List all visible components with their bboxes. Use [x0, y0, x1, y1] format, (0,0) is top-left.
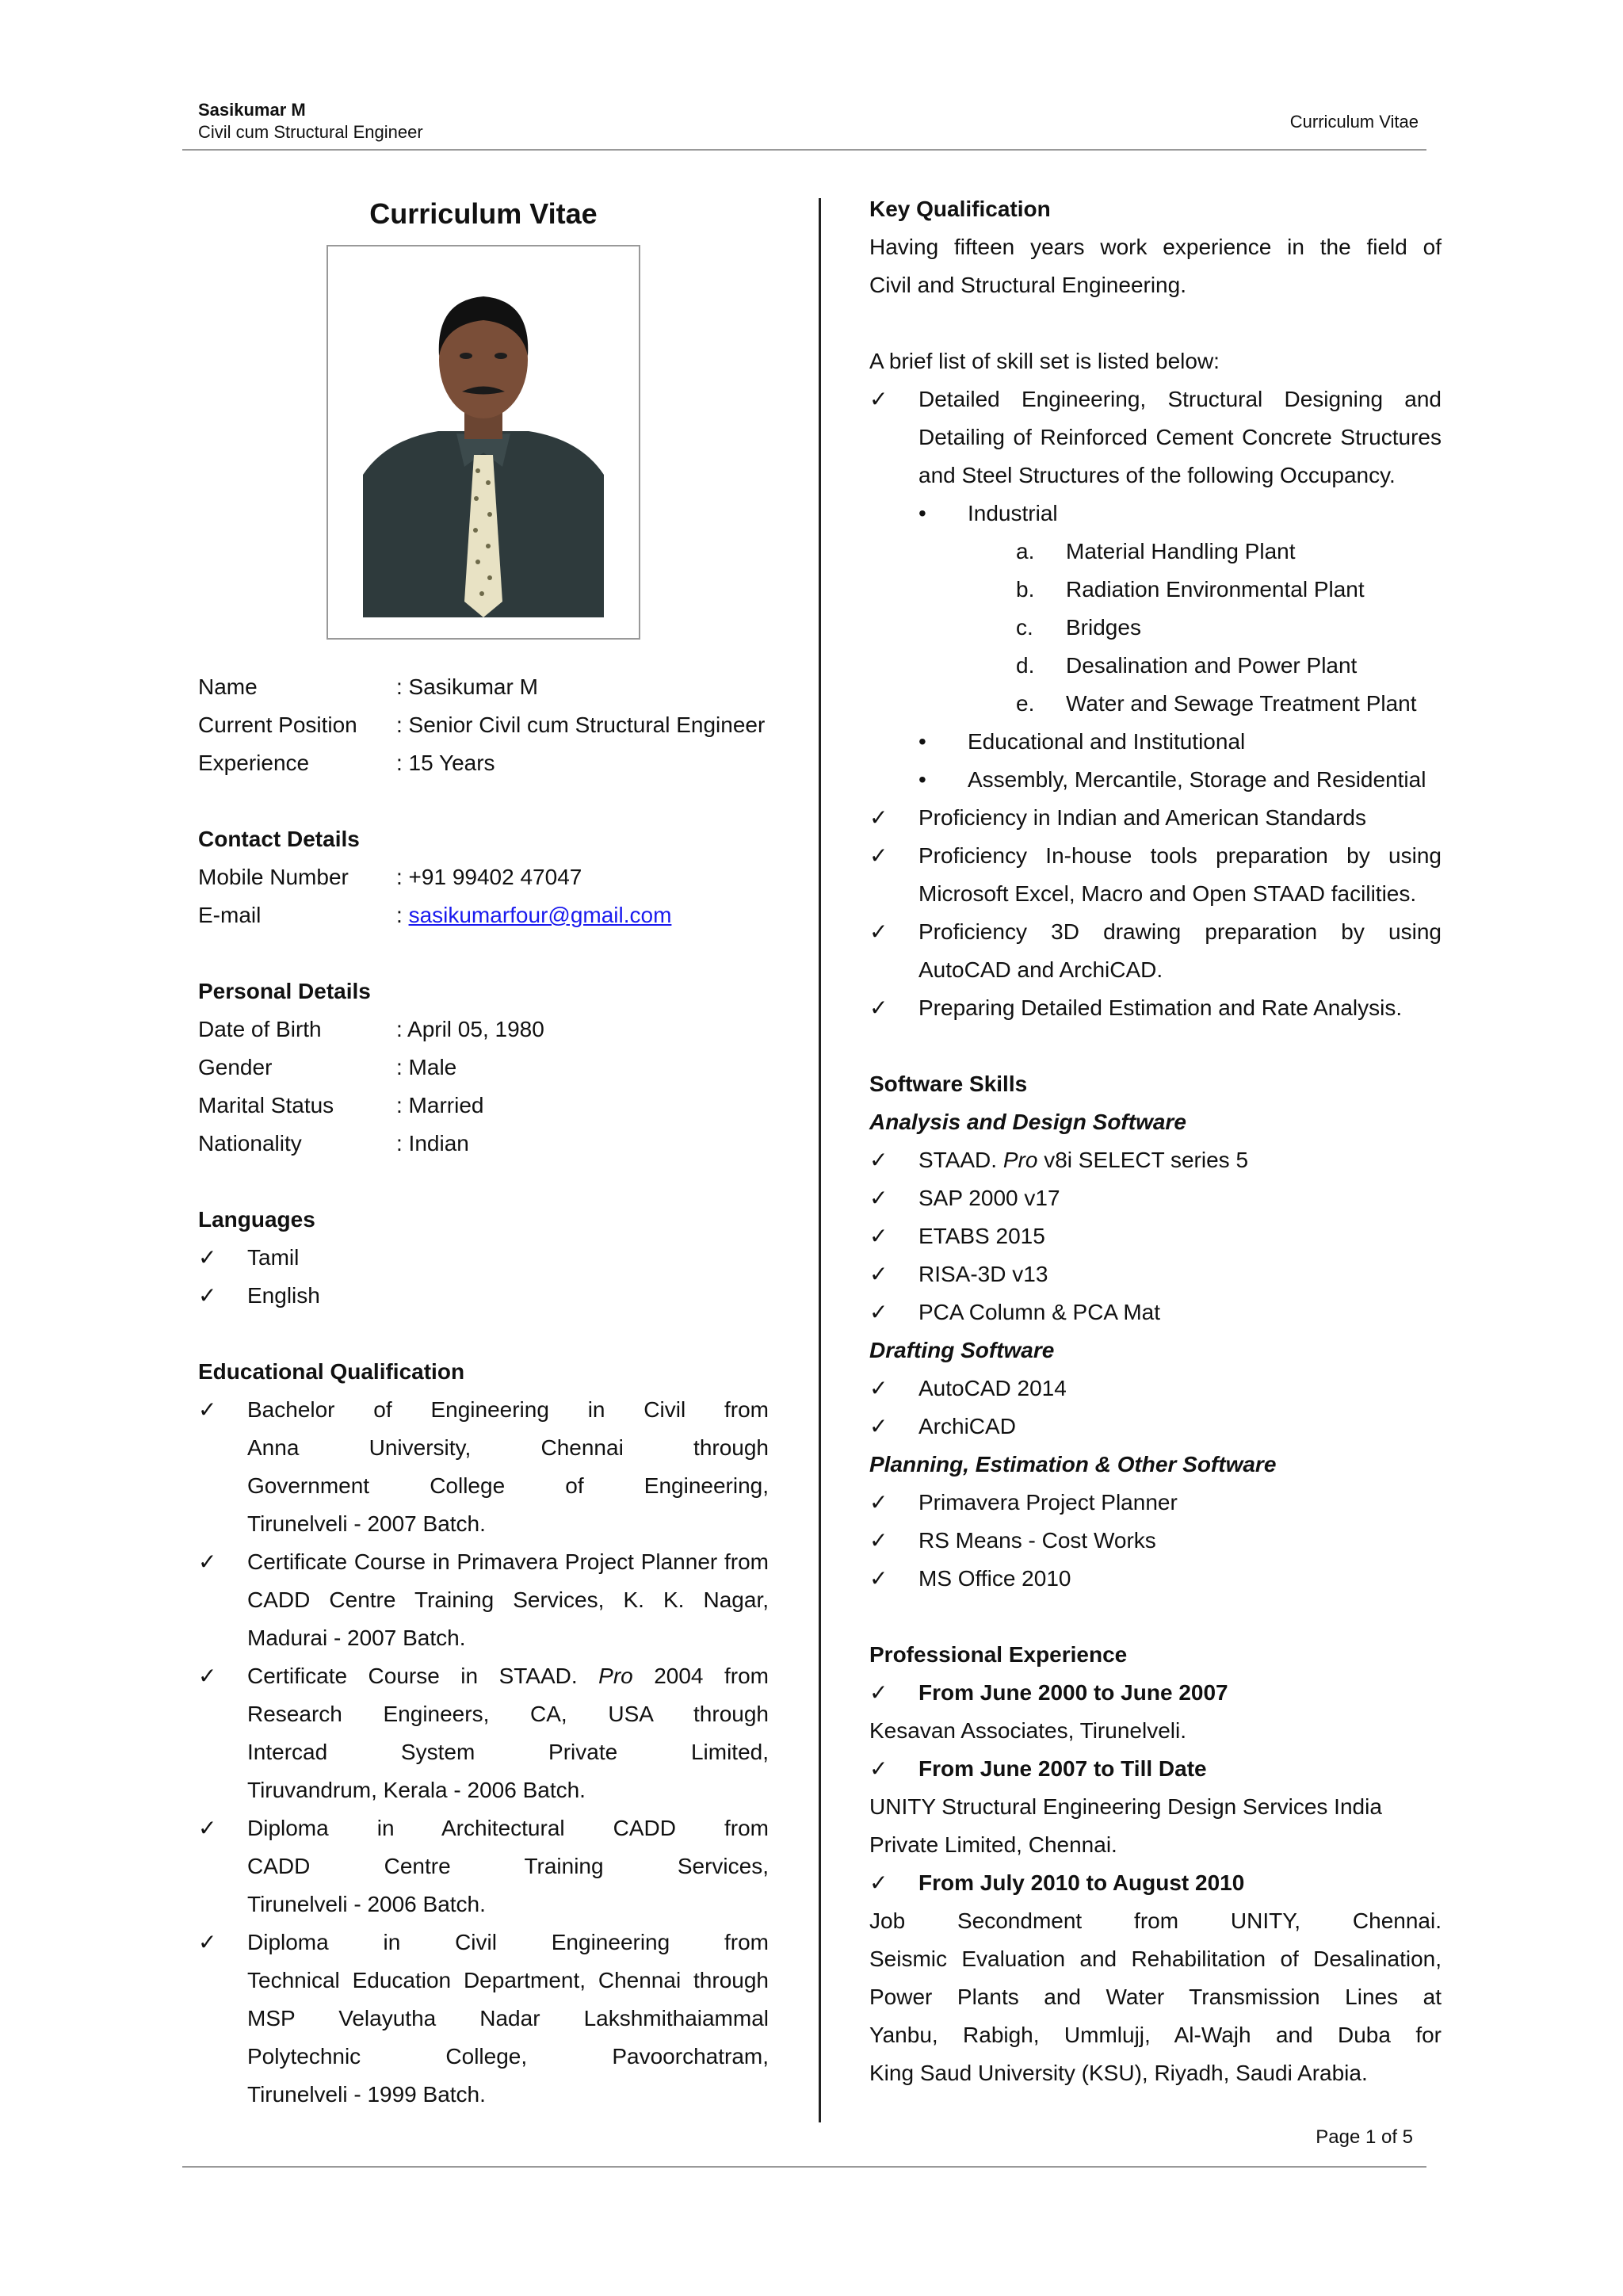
profile-row	[198, 706, 769, 744]
education-item: ✓ Diploma in Architectural CADD from CADD Centre Training Services, Tirunelveli - 2006 Batch.	[198, 1809, 769, 1924]
experience-org: UNITY Structural Engineering Design Services India	[869, 1794, 1382, 1819]
contact-row	[198, 896, 769, 934]
page-header	[198, 99, 1419, 143]
software-item: ✓ ETABS 2015	[869, 1217, 1442, 1255]
profile-row	[198, 744, 769, 782]
right-column	[869, 190, 1442, 2092]
education-item: ✓ Bachelor of Engineering in Civil from Anna University, Chennai through Government College of Engineering, Tirunelveli - 2007 Batch.	[198, 1391, 769, 1543]
industrial-subitem: d. Desalination and Power Plant	[1016, 653, 1358, 678]
personal-row	[198, 1125, 769, 1163]
profile-label: Name	[198, 674, 258, 699]
check-icon: ✓	[198, 1930, 217, 1954]
check-icon: ✓	[198, 1397, 217, 1422]
contact-row	[198, 858, 769, 896]
personal-label: Nationality	[198, 1131, 302, 1156]
occupancy-item: • Assembly, Mercantile, Storage and Residential	[869, 761, 1442, 799]
check-icon: ✓	[869, 1148, 888, 1172]
skill-item: ✓ Proficiency 3D drawing preparation by using AutoCAD and ArchiCAD.	[869, 913, 1442, 989]
check-icon: ✓	[869, 1376, 888, 1400]
industrial-subitem: a. Material Handling Plant	[1016, 539, 1296, 563]
experience-heading: Professional Experience	[869, 1642, 1128, 1667]
education-item: ✓ Certificate Course in STAAD. Pro 2004 from Research Engineers, CA, USA through Intercad System Private Limited, Tiruvandrum, Kerala - 2006 Batch.	[198, 1657, 769, 1809]
occupancy-item: • Educational and Institutional	[869, 723, 1442, 761]
check-icon: ✓	[869, 1528, 888, 1553]
check-icon: ✓	[198, 1283, 217, 1308]
contact-heading: Contact Details	[198, 827, 360, 851]
experience-desc: King Saud University (KSU), Riyadh, Saudi Arabia.	[869, 2061, 1368, 2085]
software-item: ✓ SAP 2000 v17	[869, 1179, 1442, 1217]
industrial-subitem: c. Bridges	[1016, 615, 1141, 640]
profile-photo-image	[363, 277, 604, 617]
check-icon: ✓	[869, 1262, 888, 1286]
personal-value: : Indian	[396, 1131, 469, 1156]
industrial-subitem: e. Water and Sewage Treatment Plant	[1016, 691, 1417, 716]
bullet-icon: •	[918, 501, 926, 525]
header-rule	[182, 149, 1426, 151]
header-doc-type: Curriculum Vitae	[1289, 112, 1419, 132]
personal-row	[198, 1049, 769, 1087]
analysis-heading: Analysis and Design Software	[869, 1110, 1186, 1134]
check-icon: ✓	[198, 1816, 217, 1840]
check-icon: ✓	[869, 1224, 888, 1248]
software-item: ✓ STAAD. Pro v8i SELECT series 5	[869, 1141, 1442, 1179]
experience-period: ✓ From July 2010 to August 2010	[869, 1864, 1442, 1902]
experience-desc: Power Plants and Water Transmission Lines at	[869, 1985, 1442, 2009]
key-qualification-heading: Key Qualification	[869, 197, 1051, 221]
check-icon: ✓	[198, 1664, 217, 1688]
personal-row	[198, 1087, 769, 1125]
profile-value: : 15 Years	[396, 751, 495, 775]
column-divider	[819, 198, 821, 2122]
personal-value: : April 05, 1980	[396, 1017, 544, 1041]
footer-rule	[182, 2166, 1426, 2168]
check-icon: ✓	[869, 1490, 888, 1515]
education-item: ✓ Certificate Course in Primavera Project Planner from CADD Centre Training Services, K. K. Nagar, Madurai - 2007 Batch.	[198, 1543, 769, 1657]
software-item: ✓ RISA-3D v13	[869, 1255, 1442, 1293]
email-link[interactable]: sasikumarfour@gmail.com	[408, 903, 672, 927]
profile-row	[198, 668, 769, 706]
profile-photo	[327, 245, 640, 640]
skill-item: ✓ Preparing Detailed Estimation and Rate Analysis.	[869, 989, 1442, 1027]
personal-label: Marital Status	[198, 1093, 334, 1117]
check-icon: ✓	[869, 1414, 888, 1438]
header-name: Sasikumar M	[198, 100, 306, 120]
check-icon: ✓	[869, 919, 888, 944]
check-icon: ✓	[869, 1566, 888, 1591]
skill-item: ✓ Proficiency In-house tools preparation by using Microsoft Excel, Macro and Open STAAD facilities.	[869, 837, 1442, 913]
language-item: ✓ Tamil	[198, 1239, 769, 1277]
check-icon: ✓	[198, 1245, 217, 1270]
software-heading: Software Skills	[869, 1072, 1028, 1096]
experience-period: ✓ From June 2007 to Till Date	[869, 1750, 1442, 1788]
software-item: ✓ Primavera Project Planner	[869, 1484, 1442, 1522]
check-icon: ✓	[869, 1756, 888, 1781]
profile-label: Current Position	[198, 712, 357, 737]
language-item: ✓ English	[198, 1277, 769, 1315]
experience-org: Private Limited, Chennai.	[869, 1832, 1117, 1857]
skill-item: ✓ Detailed Engineering, Structural Designing and Detailing of Reinforced Cement Concrete Structures and Steel Structures of the following Occupancy.	[869, 380, 1442, 495]
personal-row	[198, 1010, 769, 1049]
check-icon: ✓	[869, 805, 888, 830]
experience-org: Kesavan Associates, Tirunelveli.	[869, 1718, 1186, 1743]
languages-heading: Languages	[198, 1207, 315, 1232]
check-icon: ✓	[869, 1680, 888, 1705]
check-icon: ✓	[869, 1300, 888, 1324]
experience-period: ✓ From June 2000 to June 2007	[869, 1674, 1442, 1712]
software-item: ✓ MS Office 2010	[869, 1560, 1442, 1598]
experience-desc: Yanbu, Rabigh, Ummlujj, Al-Wajh and Duba for	[869, 2023, 1442, 2047]
skills-intro: A brief list of skill set is listed below:	[869, 349, 1220, 373]
mobile-number: : +91 99402 47047	[396, 865, 582, 889]
personal-label: Date of Birth	[198, 1017, 322, 1041]
profile-label: Experience	[198, 751, 310, 775]
contact-label: Mobile Number	[198, 865, 349, 889]
software-item: ✓ RS Means - Cost Works	[869, 1522, 1442, 1560]
key-qualification-text: Civil and Structural Engineering.	[869, 273, 1186, 297]
cv-title: Curriculum Vitae	[369, 197, 598, 230]
check-icon: ✓	[869, 387, 888, 411]
contact-label: E-mail	[198, 903, 262, 927]
left-column	[198, 194, 769, 2114]
drafting-heading: Drafting Software	[869, 1338, 1055, 1362]
personal-heading: Personal Details	[198, 979, 371, 1003]
check-icon: ✓	[869, 1870, 888, 1895]
profile-value: : Sasikumar M	[396, 674, 538, 699]
check-icon: ✓	[869, 843, 888, 868]
header-role: Civil cum Structural Engineer	[198, 122, 423, 142]
profile-value: : Senior Civil cum Structural Engineer	[396, 712, 766, 737]
check-icon: ✓	[869, 995, 888, 1020]
page-number: Page 1 of 5	[1316, 2126, 1413, 2148]
personal-value: : Married	[396, 1093, 484, 1117]
experience-desc: Seismic Evaluation and Rehabilitation of Desalination,	[869, 1946, 1442, 1971]
experience-desc: Job Secondment from UNITY, Chennai.	[869, 1908, 1442, 1933]
bullet-icon: •	[918, 767, 926, 792]
education-item: ✓ Diploma in Civil Engineering from Technical Education Department, Chennai through MSP Velayutha Nadar Lakshmithaiammal Polytechnic College, Pavoorchatram, Tirunelveli - 1999 Batch.	[198, 1924, 769, 2114]
software-item: ✓ ArchiCAD	[869, 1408, 1442, 1446]
key-qualification-text: Having fifteen years work experience in the field of	[869, 235, 1442, 259]
bullet-icon: •	[918, 729, 926, 754]
personal-label: Gender	[198, 1055, 273, 1079]
planning-heading: Planning, Estimation & Other Software	[869, 1452, 1277, 1477]
check-icon: ✓	[198, 1549, 217, 1574]
occupancy-item: • Industrial	[869, 495, 1442, 533]
education-heading: Educational Qualification	[198, 1359, 465, 1384]
skill-item: ✓ Proficiency in Indian and American Standards	[869, 799, 1442, 837]
industrial-subitem: b. Radiation Environmental Plant	[1016, 577, 1365, 602]
software-item: ✓ AutoCAD 2014	[869, 1370, 1442, 1408]
software-item: ✓ PCA Column & PCA Mat	[869, 1293, 1442, 1331]
email-colon: :	[396, 903, 409, 927]
personal-value: : Male	[396, 1055, 457, 1079]
check-icon: ✓	[869, 1186, 888, 1210]
